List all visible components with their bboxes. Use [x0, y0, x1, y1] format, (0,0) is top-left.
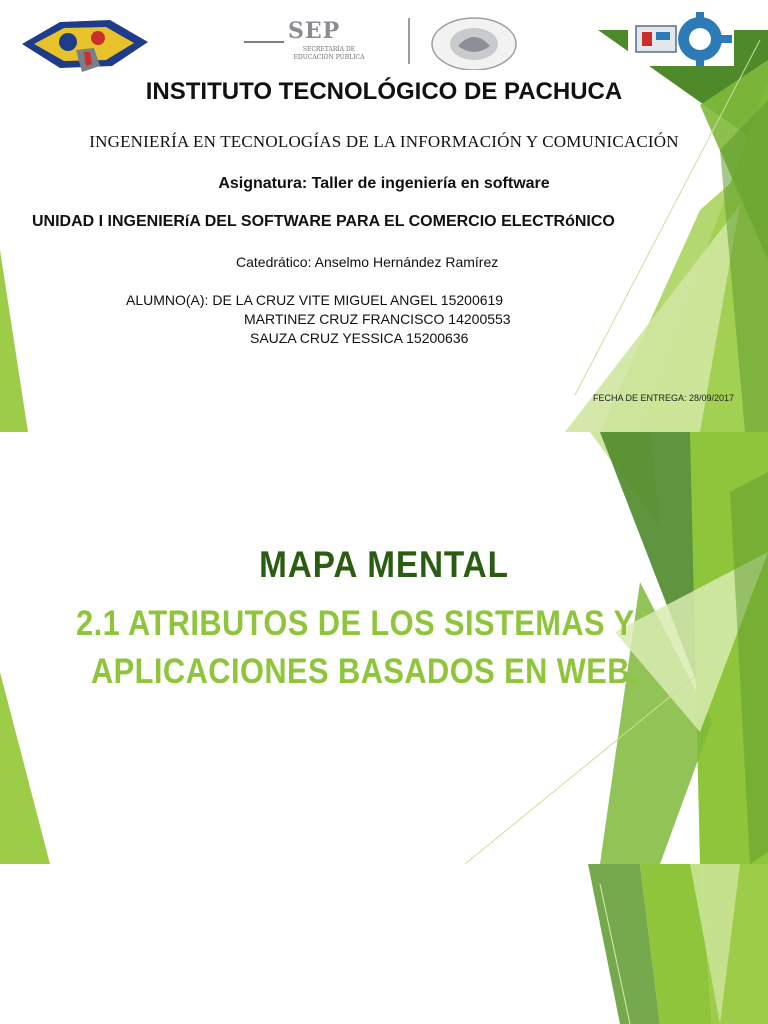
green-decoration [0, 432, 768, 864]
career-name: INGENIERÍA EN TECNOLOGÍAS DE LA INFORMACIÓN Y COMUNICACIÓN [89, 132, 679, 151]
sep-subtitle-1: SECRETARÍA DE [302, 46, 356, 53]
subject-line: Asignatura: Taller de ingeniería en software [218, 175, 550, 192]
student-3: SAUZA CRUZ YESSICA 15200636 [250, 330, 469, 346]
topic-line-2: APLICACIONES BASADOS EN WEB. [91, 652, 639, 691]
institute-name: INSTITUTO TECNOLÓGICO DE PACHUCA [145, 78, 623, 105]
logo-divider [408, 18, 410, 64]
sep-subtitle-2: EDUCACIÓN PÚBLICA [293, 54, 365, 61]
student-2: MARTINEZ CRUZ FRANCISCO 14200553 [244, 311, 511, 327]
instituto-logo [20, 14, 150, 76]
green-decoration [0, 864, 768, 1024]
next-slide [0, 864, 768, 1024]
tic-gear-logo-icon [628, 12, 734, 66]
unit-line: UNIDAD I INGENIERíA DEL SOFTWARE PARA EL COMERCIO ELECTRóNICO [32, 213, 615, 230]
professor-line: Catedrático: Anselmo Hernández Ramírez [236, 254, 499, 270]
title-slide [0, 432, 768, 864]
sep-stripe-icon [244, 38, 284, 48]
slide-title: MAPA MENTAL [259, 544, 509, 585]
sep-logo [244, 18, 404, 66]
student-1: ALUMNO(A): DE LA CRUZ VITE MIGUEL ANGEL 15200619 [126, 292, 504, 308]
delivery-date: FECHA DE ENTREGA: 28/09/2017 [593, 393, 735, 403]
topic-line-1: 2.1 ATRIBUTOS DE LOS SISTEMAS Y [76, 604, 635, 643]
mexico-seal-icon [428, 14, 520, 70]
sep-word: SEP [288, 18, 341, 44]
cover-slide [0, 0, 768, 432]
